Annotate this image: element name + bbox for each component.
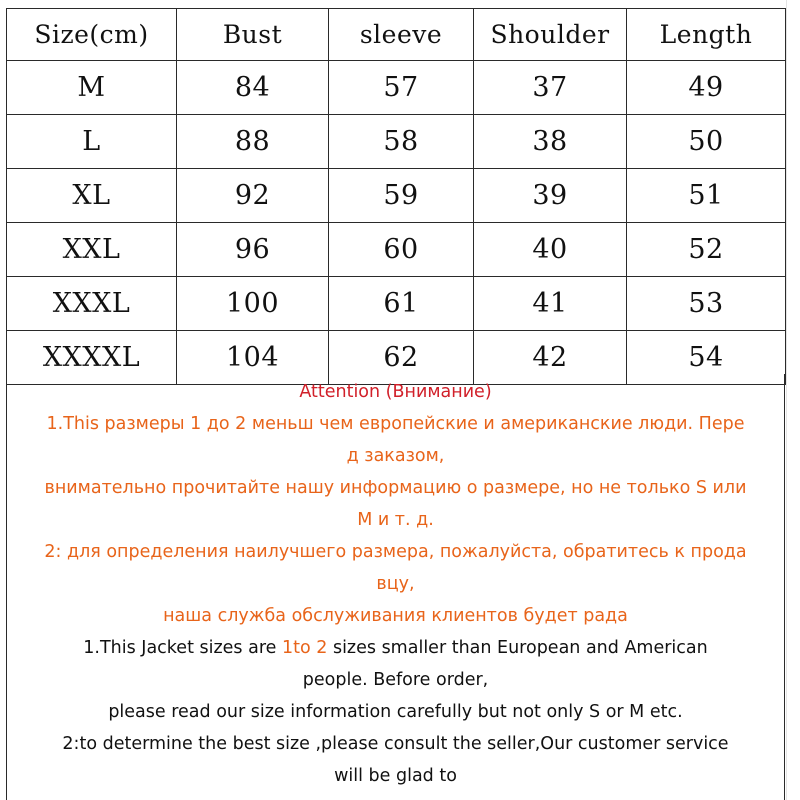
header-size: Size(cm) [7, 9, 177, 61]
cell-length: 50 [627, 115, 786, 169]
note-ru-line: наша служба обслуживания клиентов будет рада [163, 606, 628, 626]
note-ru-line: M и т. д. [357, 510, 434, 530]
note-en-line: please read our size information carefully but not only S or M etc. [108, 702, 683, 722]
cell-size: XXXL [7, 277, 177, 331]
cell-bust: 100 [177, 277, 329, 331]
cell-sleeve: 58 [329, 115, 474, 169]
note-en-line: people. Before order, [302, 670, 489, 690]
cell-shoulder: 37 [474, 61, 627, 115]
table-row [7, 277, 786, 331]
grid-line [786, 0, 787, 800]
cell-sleeve: 60 [329, 223, 474, 277]
cell-shoulder: 40 [474, 223, 627, 277]
cell-length: 49 [627, 61, 786, 115]
size-table [6, 8, 786, 385]
cell-shoulder: 38 [474, 115, 627, 169]
note-en-line [7, 632, 784, 664]
cell-bust: 92 [177, 169, 329, 223]
header-length: Length [627, 9, 786, 61]
cell-shoulder: 39 [474, 169, 627, 223]
cell-size: XL [7, 169, 177, 223]
cell-sleeve: 59 [329, 169, 474, 223]
cell-length: 53 [627, 277, 786, 331]
note-ru-line: 2: для определения наилучшего размера, пожалуйста, обратитесь к прода [44, 542, 747, 562]
table-row [7, 61, 786, 115]
header-shoulder: Shoulder [474, 9, 627, 61]
note-en-text: 1.This Jacket sizes are [83, 638, 282, 658]
cell-bust: 96 [177, 223, 329, 277]
cell-length: 51 [627, 169, 786, 223]
cell-size: M [7, 61, 177, 115]
note-en-line: 2:to determine the best size ,please consult the seller,Our customer service [62, 734, 729, 754]
cell-shoulder: 42 [474, 331, 627, 385]
note-ru-line: вцу, [376, 574, 415, 594]
cell-size: XXL [7, 223, 177, 277]
cell-sleeve: 57 [329, 61, 474, 115]
cell-shoulder: 41 [474, 277, 627, 331]
header-bust: Bust [177, 9, 329, 61]
cell-sleeve: 61 [329, 277, 474, 331]
cell-bust: 84 [177, 61, 329, 115]
table-row [7, 169, 786, 223]
cell-sleeve: 62 [329, 331, 474, 385]
cell-bust: 104 [177, 331, 329, 385]
cell-length: 54 [627, 331, 786, 385]
cell-size: XXXXL [7, 331, 177, 385]
note-ru-line: внимательно прочитайте нашу информацию о размере, но не только S или [44, 478, 747, 498]
notes-block [6, 374, 785, 800]
note-en-line: will be glad to [334, 766, 457, 786]
header-sleeve: sleeve [329, 9, 474, 61]
table-row [7, 115, 786, 169]
table-row [7, 223, 786, 277]
note-en-text: sizes smaller than European and American [327, 638, 708, 658]
note-en-highlight: 1to 2 [281, 638, 328, 658]
cell-size: L [7, 115, 177, 169]
note-ru-line: д заказом, [346, 446, 445, 466]
cell-bust: 88 [177, 115, 329, 169]
note-ru-line: 1.This размеры 1 до 2 меньш чем европейские и американские люди. Пере [46, 414, 745, 434]
table-header-row [7, 9, 786, 61]
attention-heading: Attention (Внимание) [299, 382, 492, 402]
cell-length: 52 [627, 223, 786, 277]
